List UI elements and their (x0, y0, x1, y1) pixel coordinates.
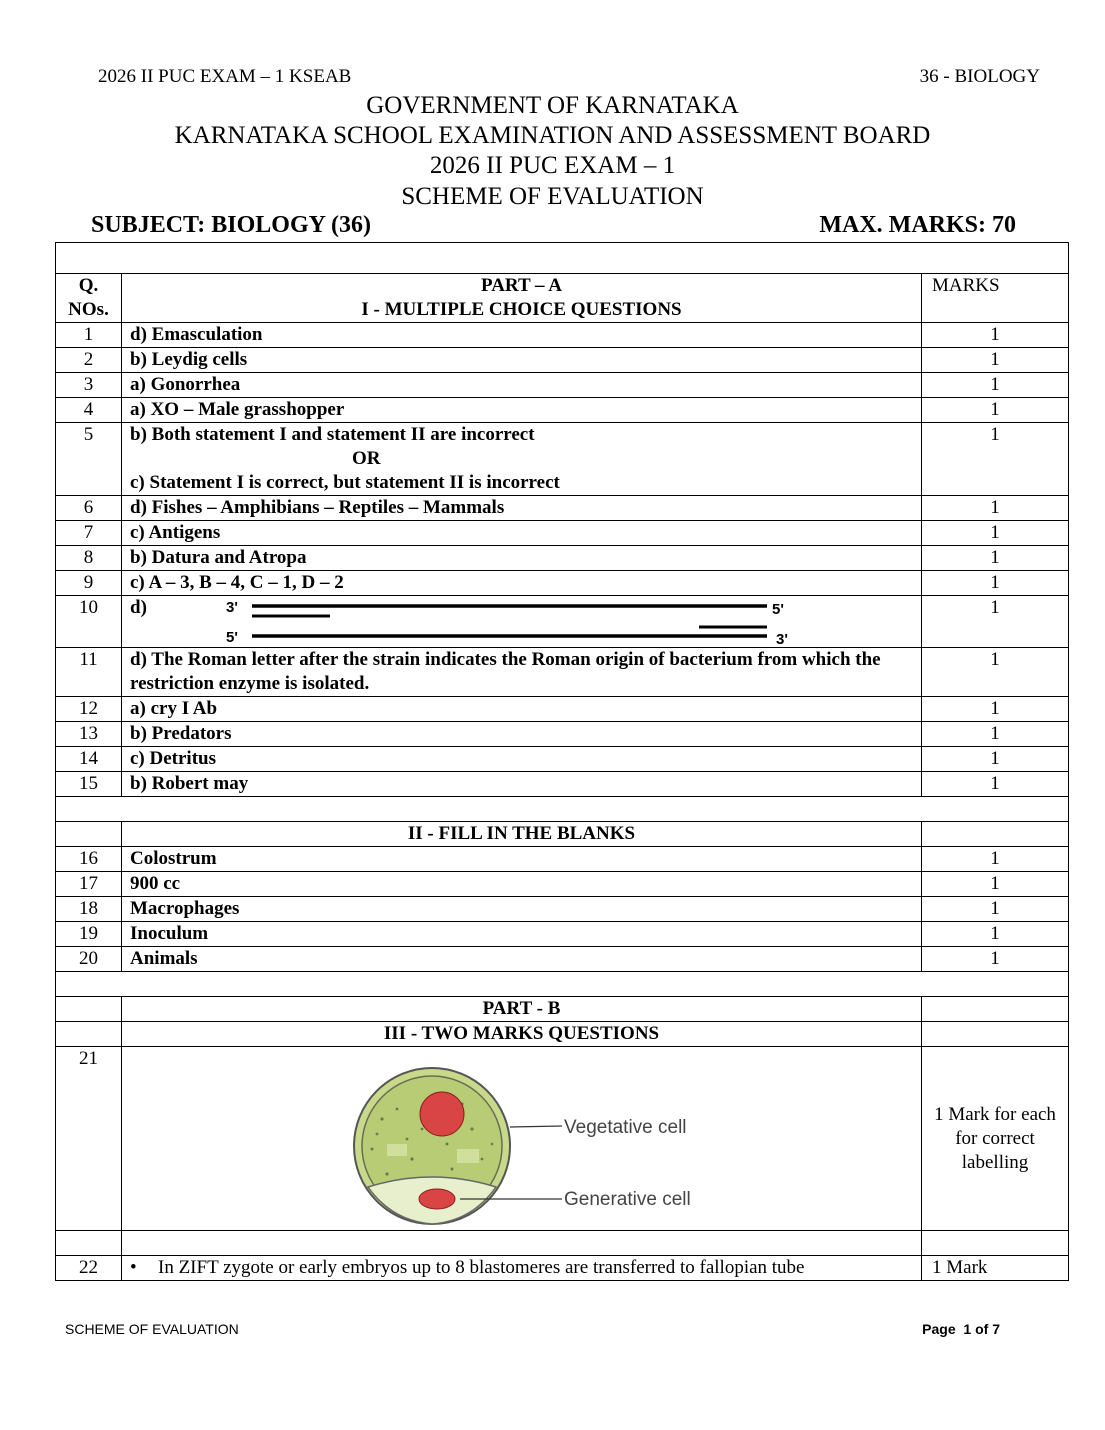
doc-title: SCHEME OF EVALUATION (401, 183, 704, 210)
answer: a) XO – Male grasshopper (122, 398, 922, 423)
q-number: 18 (56, 897, 122, 922)
table-row (56, 922, 1069, 947)
marks: 1 (922, 872, 1069, 897)
q-number: 2 (56, 348, 122, 373)
table-header-row (56, 274, 1069, 323)
page-word: Page (922, 1321, 956, 1337)
table-row (56, 1256, 1069, 1281)
table-row (56, 772, 1069, 797)
dna-label-3prime-top: 3' (226, 599, 238, 616)
answer: b) Robert may (122, 772, 922, 797)
table-row (56, 348, 1069, 373)
table-row (56, 947, 1069, 972)
table-row (56, 722, 1069, 747)
answer: b) Leydig cells (122, 348, 922, 373)
table-row (56, 398, 1069, 423)
marks: 1 (922, 496, 1069, 521)
blank-row (56, 797, 1069, 822)
marks: 1 (922, 323, 1069, 348)
q-number: 10 (56, 596, 122, 648)
generative-nucleus (419, 1189, 455, 1209)
exam-code: 2026 II PUC EXAM – 1 KSEAB (98, 66, 352, 87)
board-title: KARNATAKA SCHOOL EXAMINATION AND ASSESSMENT BOARD (174, 122, 931, 149)
answer: a) Gonorrhea (122, 373, 922, 398)
part-b-heading: PART - B (122, 997, 922, 1022)
marks: 1 (922, 373, 1069, 398)
dna-strand-diagram (212, 598, 812, 646)
page-footer (65, 1321, 1000, 1337)
marks: 1 (922, 722, 1069, 747)
q-number: 17 (56, 872, 122, 897)
evaluation-table (55, 242, 1069, 1281)
table-row (56, 546, 1069, 571)
marks: 1 (922, 423, 1069, 496)
top-header (98, 66, 1040, 88)
q-number: 20 (56, 947, 122, 972)
marks: 1 (922, 847, 1069, 872)
table-row (56, 697, 1069, 722)
table-row (56, 872, 1069, 897)
answer: d) The Roman letter after the strain indicates the Roman origin of bacterium from which the restriction enzyme is isolated. (122, 648, 922, 697)
subject-label: SUBJECT: BIOLOGY (36) (91, 212, 372, 238)
table-row (56, 373, 1069, 398)
dna-label-3prime-bottom: 3' (776, 631, 788, 646)
table-row (56, 847, 1069, 872)
q-number: 4 (56, 398, 122, 423)
answer: Colostrum (122, 847, 922, 872)
blank-row (56, 972, 1069, 997)
marks: 1 (922, 648, 1069, 697)
answer: c) Antigens (122, 521, 922, 546)
answer: a) cry I Ab (122, 697, 922, 722)
part-a-heading: PART – A (481, 275, 562, 296)
marks: 1 (922, 398, 1069, 423)
marks: 1 (922, 922, 1069, 947)
answer: c) Detritus (122, 747, 922, 772)
max-marks: MAX. MARKS: 70 (819, 212, 1016, 238)
dna-label-5prime-top: 5' (772, 601, 784, 618)
generative-cell-label: Generative cell (564, 1189, 691, 1210)
marks: 1 (922, 348, 1069, 373)
answer: d) (130, 597, 147, 618)
answer: d) Emasculation (122, 323, 922, 348)
answer-alt: c) Statement I is correct, but statement II is incorrect (130, 472, 560, 493)
marks: 1 Mark for each for correct labelling (922, 1047, 1069, 1231)
answer: d) Fishes – Amphibians – Reptiles – Mammals (122, 496, 922, 521)
subject-code: 36 - BIOLOGY (919, 66, 1040, 87)
gov-title: GOVERNMENT OF KARNATAKA (366, 92, 739, 119)
table-row (56, 521, 1069, 546)
answer: Macrophages (122, 897, 922, 922)
marks: 1 (922, 747, 1069, 772)
table-row (56, 897, 1069, 922)
page-total: 7 (992, 1321, 1000, 1337)
col-q-header-2: NOs. (68, 299, 109, 320)
q-number: 7 (56, 521, 122, 546)
table-row (56, 323, 1069, 348)
marks: 1 (922, 596, 1069, 648)
section-header-row (56, 997, 1069, 1022)
q-number: 1 (56, 323, 122, 348)
q-number: 12 (56, 697, 122, 722)
of-word: of (975, 1321, 989, 1337)
bullet-icon: • (130, 1257, 137, 1278)
vegetative-cell-label: Vegetative cell (564, 1117, 687, 1138)
q-number: 8 (56, 546, 122, 571)
table-row (56, 571, 1069, 596)
col-q-header: Q. (78, 275, 99, 296)
table-row (56, 1047, 1069, 1231)
vacuole (387, 1144, 407, 1156)
blank-row (56, 1231, 1069, 1256)
exam-title: 2026 II PUC EXAM – 1 (429, 152, 676, 179)
marks: 1 (922, 546, 1069, 571)
q-number: 3 (56, 373, 122, 398)
page-indicator (922, 1321, 1000, 1337)
q-number: 21 (56, 1047, 122, 1231)
table-row (56, 496, 1069, 521)
marks: 1 (922, 571, 1069, 596)
q-number: 5 (56, 423, 122, 496)
answer: c) A – 3, B – 4, C – 1, D – 2 (122, 571, 922, 596)
footer-title: SCHEME OF EVALUATION (65, 1321, 239, 1337)
answer: b) Predators (122, 722, 922, 747)
answer: b) Both statement I and statement II are incorrect (130, 424, 535, 445)
dna-label-5prime-bottom: 5' (226, 629, 238, 646)
q-number: 16 (56, 847, 122, 872)
table-row (56, 747, 1069, 772)
marks: 1 (922, 897, 1069, 922)
answer: 900 cc (122, 872, 922, 897)
q-number: 9 (56, 571, 122, 596)
answer: Inoculum (122, 922, 922, 947)
table-row (56, 648, 1069, 697)
or-text: OR (352, 448, 381, 469)
q-number: 11 (56, 648, 122, 697)
q-number: 15 (56, 772, 122, 797)
two-marks-heading: III - TWO MARKS QUESTIONS (122, 1022, 922, 1047)
q-number: 19 (56, 922, 122, 947)
vegetative-pointer (510, 1126, 562, 1127)
section-header-row (56, 1022, 1069, 1047)
vegetative-nucleus (420, 1092, 464, 1136)
page-number: 1 (963, 1321, 972, 1337)
table-row (56, 596, 1069, 648)
mcq-heading: I - MULTIPLE CHOICE QUESTIONS (361, 299, 682, 320)
vacuole (457, 1149, 479, 1163)
answer: Animals (122, 947, 922, 972)
q-number: 6 (56, 496, 122, 521)
section-header-row (56, 822, 1069, 847)
q-number: 13 (56, 722, 122, 747)
pollen-grain-diagram (272, 1049, 832, 1229)
marks: 1 (922, 947, 1069, 972)
marks: 1 (922, 521, 1069, 546)
blank-row (56, 243, 1069, 274)
marks: 1 (922, 697, 1069, 722)
marks: 1 (922, 772, 1069, 797)
q-number: 14 (56, 747, 122, 772)
col-marks-header: MARKS (922, 274, 1069, 323)
subject-line (91, 212, 1016, 239)
table-row (56, 423, 1069, 496)
q-number: 22 (56, 1256, 122, 1281)
answer: b) Datura and Atropa (122, 546, 922, 571)
marks: 1 Mark (922, 1256, 1069, 1281)
answer: In ZIFT zygote or early embryos up to 8 blastomeres are transferred to fallopian tube (158, 1257, 805, 1278)
fill-blanks-heading: II - FILL IN THE BLANKS (122, 822, 922, 847)
